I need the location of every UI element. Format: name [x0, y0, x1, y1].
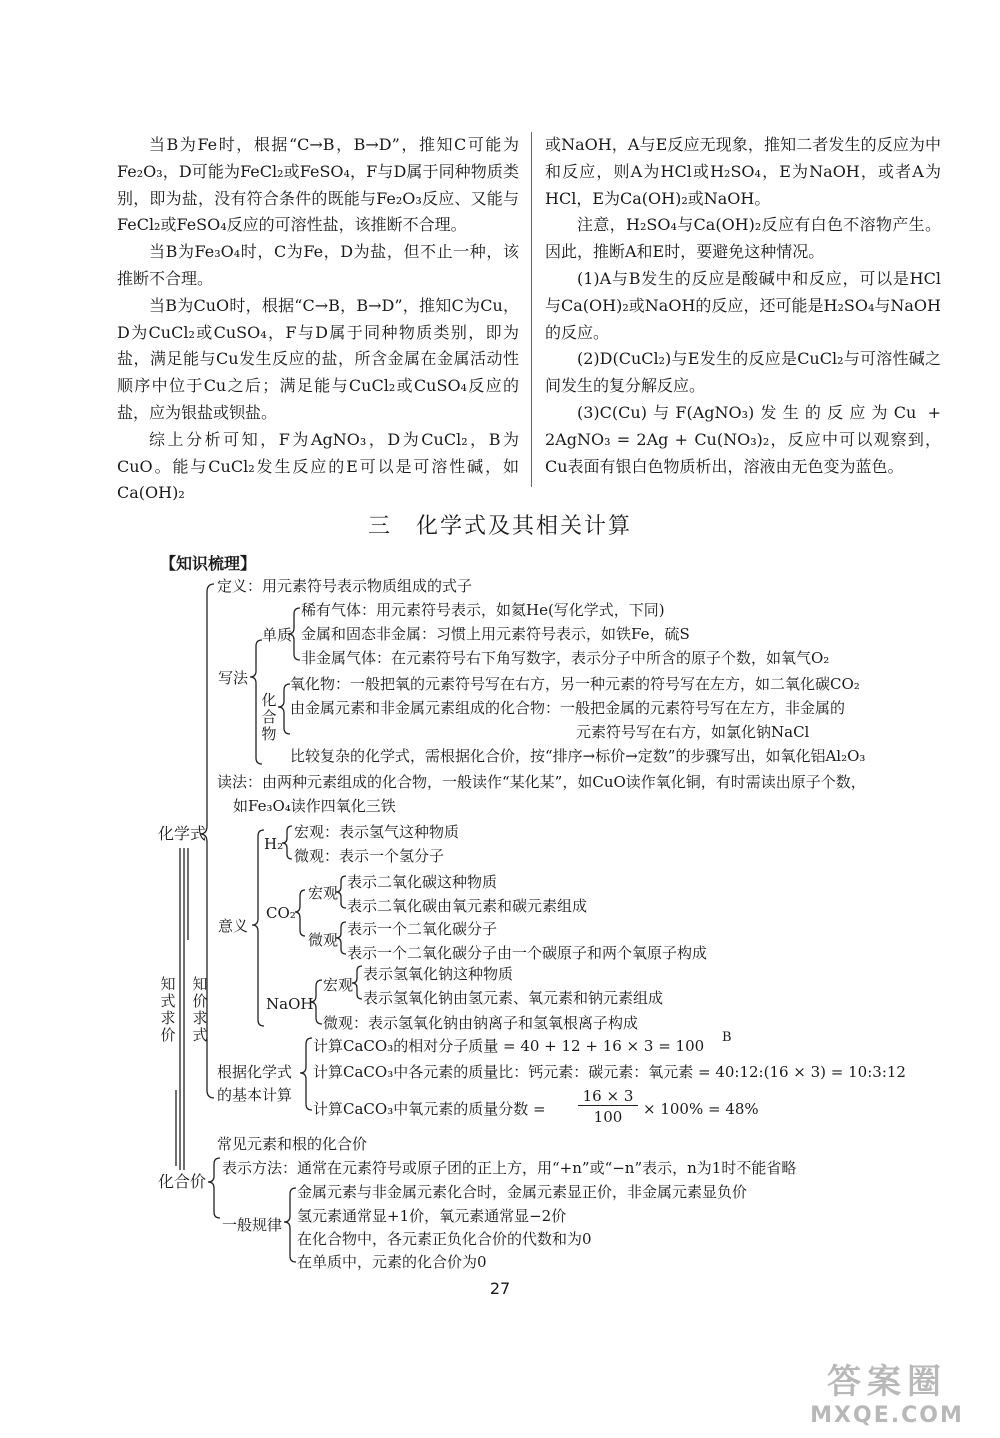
page-number: 27	[489, 1279, 511, 1298]
co2-micro-item: 表示一个二氧化碳分子	[347, 920, 498, 938]
valence-common: 常见元素和根的化合价	[217, 1135, 368, 1153]
naoh-label: NaOH	[266, 995, 314, 1013]
section-label: 【知识梳理】	[160, 554, 257, 573]
co2-label: CO₂	[266, 904, 296, 922]
root-valence: 化合价	[158, 1172, 207, 1191]
watermark-logo: 答案圈 MXQE.COM	[810, 1362, 964, 1428]
stray-mark: B	[722, 1030, 732, 1045]
h2-label: H₂	[264, 835, 284, 853]
calc-label: 根据化学式	[217, 1063, 293, 1081]
rule-item: 氢元素通常显+1价，氧元素通常显−2价	[297, 1207, 567, 1225]
section-title: 三 化学式及其相关计算	[367, 514, 632, 539]
compound-item: 由金属元素和非金属元素组成的化合物：一般把金属的元素符号写在左方，非金属的	[290, 699, 846, 717]
meaning-label: 意义	[218, 917, 249, 935]
calc-fraction-prefix: 计算CaCO₃中氧元素的质量分数 =	[313, 1100, 546, 1118]
paragraph: 当B为Fe₃O₄时，C为Fe，D为盐，但不止一种，该推断不合理。	[117, 242, 519, 288]
paragraph: 或NaOH，A与E反应无现象，推知二者发生的反应为中和反应，则A为HCl或H₂SO₄，E为NaOH，或者A为HCl，E为Ca(OH)₂或NaOH。	[545, 135, 941, 208]
h2-item: 微观：表示一个氢分子	[294, 847, 445, 865]
valence-method: 表示方法：通常在元素符号或原子团的正上方，用“+n”或“−n”表示，n为1时不能省略	[222, 1159, 797, 1177]
root-formula: 化学式	[158, 824, 207, 843]
paragraph: 当B为CuO时，根据“C→B，B→D”，推知C为Cu，D为CuCl₂或CuSO₄，F与D属于同种物质类别，即为盐，满足能与Cu发生反应的盐，所含金属在金属活动性顺序中位于Cu之后；满足能与CuCl₂或CuSO₄反应的盐，应为银盐或钡盐。	[117, 295, 519, 422]
brace-rules	[284, 1188, 296, 1262]
brace-compound	[278, 684, 290, 734]
co2-micro-item: 表示一个二氧化碳分子由一个碳原子和两个氧原子构成	[347, 944, 708, 962]
rules-label: 一般规律	[222, 1216, 283, 1234]
naoh-macro-item: 表示氢氧化钠这种物质	[363, 965, 514, 983]
paragraph: (3)C(Cu)与F(AgNO₃)发生的反应为Cu + 2AgNO₃ = 2Ag + Cu(NO₃)₂，反应中可以观察到，Cu表面有银白色物质析出，溶液由无色变为蓝色。	[545, 402, 941, 476]
brace-meaning	[252, 830, 264, 1026]
definition: 定义：用元素符号表示物质组成的式子	[217, 577, 473, 595]
writing-label: 写法	[218, 669, 249, 687]
compound-item: 氧化物：一般把氧的元素符号写在右方，另一种元素的符号写在左方，如二氧化碳CO₂	[290, 675, 860, 693]
paragraph: 注意，H₂SO₄与Ca(OH)₂反应有白色不溶物产生。因此，推断A和E时，要避免这种情况。	[545, 215, 941, 262]
rule-item: 金属元素与非金属元素化合时，金属元素显正价，非金属元素显负价	[297, 1183, 748, 1201]
naoh-macro-label: 宏观	[323, 976, 354, 994]
elemental-item: 稀有气体：用元素符号表示，如氦He(写化学式，下同)	[301, 601, 665, 619]
calc-fraction-suffix: × 100% = 48%	[643, 1100, 759, 1118]
co2-macro-label: 宏观	[308, 884, 339, 902]
brace-valence	[208, 1158, 220, 1218]
paragraph: 综上分析可知，F为AgNO₃，D为CuCl₂，B为CuO。能与CuCl₂发生反应的E可以是可溶性碱，如Ca(OH)₂	[117, 429, 519, 503]
fraction-denominator: 100	[593, 1108, 623, 1126]
compound-label: 化 合 物	[261, 691, 277, 743]
compound-item: 比较复杂的化学式，需根据化合价，按“排序→标价→定数”的步骤写出，如氧化铝Al₂O₃	[290, 747, 866, 765]
paragraph: (1)A与B发生的反应是酸碱中和反应，可以是HCl与Ca(OH)₂或NaOH的反应，还可能是H₂SO₄与NaOH的反应。	[545, 268, 941, 342]
side-label-right: 知 价 求 式	[192, 975, 208, 1044]
elemental-item: 金属和固态非金属：习惯上用元素符号表示，如铁Fe，硫S	[301, 625, 690, 643]
naoh-macro-item: 表示氢氧化钠由氢元素、氧元素和钠元素组成	[363, 989, 664, 1007]
calc-label: 的基本计算	[217, 1086, 293, 1104]
paragraph: 当B为Fe时，根据“C→B，B→D”，推知C可能为Fe₂O₃，D可能为FeCl₂或FeSO₄，F与D属于同种物质类别，即为盐，没有符合条件的既能与Fe₂O₃反应、又能与FeCl₂或FeSO₄反应的可溶性盐，该推断不合理。	[117, 135, 519, 235]
brace-h2	[282, 826, 292, 859]
brace-calc	[300, 1038, 312, 1110]
calc-item: 计算CaCO₃中各元素的质量比：钙元素：碳元素：氧元素 = 40:12:(16 × 3) = 10:3:12	[313, 1063, 906, 1081]
h2-item: 宏观：表示氢气这种物质	[294, 823, 460, 841]
co2-macro-item: 表示二氧化碳这种物质	[347, 873, 498, 891]
reading-line: 如Fe₃O₄读作四氧化三铁	[233, 797, 396, 815]
naoh-micro-item: 微观：表示氢氧化钠由钠离子和氢氧根离子构成	[323, 1014, 639, 1032]
reading-line: 读法：由两种元素组成的化合物，一般读作“某化某”，如CuO读作氧化铜，有时需读出原子个数，	[217, 773, 866, 791]
side-label-left: 知 式 求 价	[160, 975, 176, 1044]
paragraph: (2)D(CuCl₂)与E发生的反应是CuCl₂与可溶性碱之间发生的复分解反应。	[545, 349, 941, 396]
elemental-label: 单质	[262, 626, 293, 644]
calc-item: 计算CaCO₃的相对分子质量 = 40 + 12 + 16 × 3 = 100	[313, 1037, 705, 1055]
brace-co2	[295, 890, 305, 936]
rule-item: 在化合物中，各元素正负化合价的代数和为0	[297, 1230, 592, 1248]
elemental-item: 非金属气体：在元素符号右下角写数字，表示分子中所含的原子个数，如氧气O₂	[301, 649, 830, 667]
compound-item: 元素符号写在右方，如氯化钠NaCl	[576, 723, 810, 741]
brace-naoh-macro	[352, 966, 362, 999]
co2-micro-label: 微观	[308, 931, 339, 949]
fraction-numerator: 16 × 3	[578, 1087, 638, 1106]
rule-item: 在单质中，元素的化合价为0	[297, 1253, 487, 1271]
co2-macro-item: 表示二氧化碳由氧元素和碳元素组成	[347, 897, 588, 915]
